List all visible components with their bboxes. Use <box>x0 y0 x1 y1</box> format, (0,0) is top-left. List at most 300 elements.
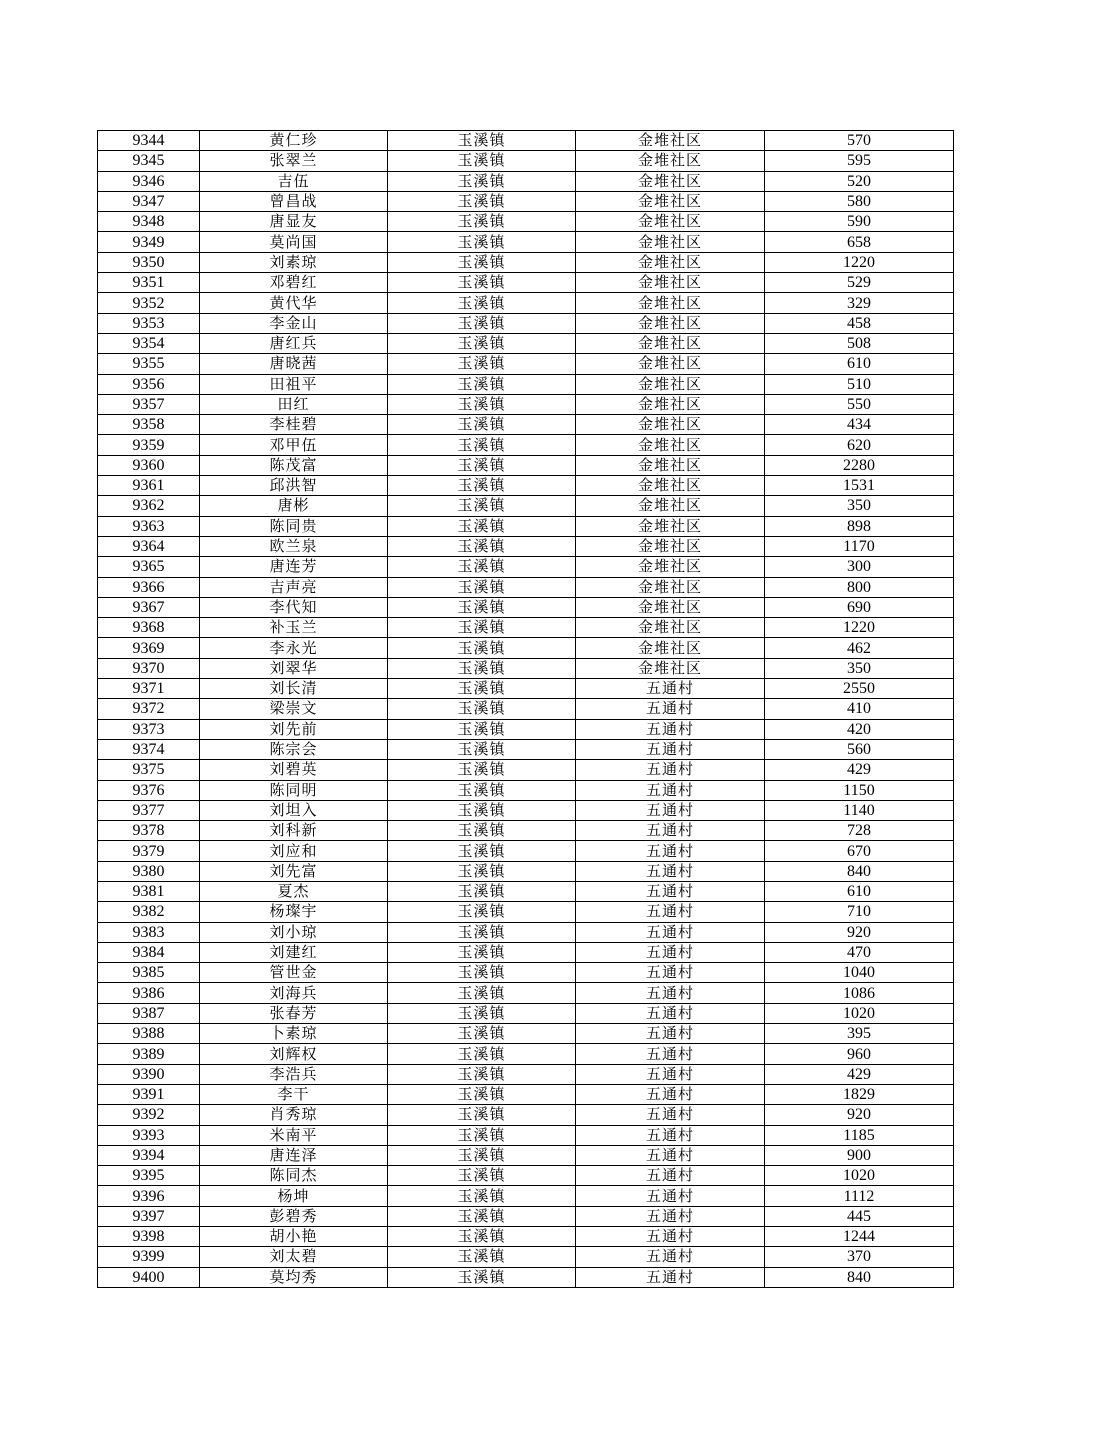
name-cell: 刘碧英 <box>200 760 388 780</box>
serial-number-cell: 9369 <box>98 638 200 658</box>
table-row <box>98 333 954 353</box>
village-cell: 金堆社区 <box>576 252 765 272</box>
amount-cell: 429 <box>765 760 954 780</box>
amount-cell: 1185 <box>765 1125 954 1145</box>
town-cell: 玉溪镇 <box>388 597 576 617</box>
village-cell: 金堆社区 <box>576 638 765 658</box>
serial-number-cell: 9361 <box>98 476 200 496</box>
name-cell: 卜素琼 <box>200 1024 388 1044</box>
amount-cell: 1140 <box>765 800 954 820</box>
amount-cell: 410 <box>765 699 954 719</box>
village-cell: 五通村 <box>576 1064 765 1084</box>
amount-cell: 710 <box>765 902 954 922</box>
table-row <box>98 942 954 962</box>
table-row <box>98 679 954 699</box>
serial-number-cell: 9348 <box>98 212 200 232</box>
town-cell: 玉溪镇 <box>388 1125 576 1145</box>
name-cell: 陈茂富 <box>200 455 388 475</box>
town-cell: 玉溪镇 <box>388 1227 576 1247</box>
village-cell: 金堆社区 <box>576 212 765 232</box>
town-cell: 玉溪镇 <box>388 333 576 353</box>
serial-number-cell: 9356 <box>98 374 200 394</box>
table-body <box>98 131 954 1288</box>
serial-number-cell: 9372 <box>98 699 200 719</box>
serial-number-cell: 9357 <box>98 394 200 414</box>
name-cell: 刘长清 <box>200 679 388 699</box>
town-cell: 玉溪镇 <box>388 739 576 759</box>
amount-cell: 595 <box>765 151 954 171</box>
amount-cell: 1150 <box>765 780 954 800</box>
amount-cell: 670 <box>765 841 954 861</box>
amount-cell: 1829 <box>765 1084 954 1104</box>
town-cell: 玉溪镇 <box>388 354 576 374</box>
amount-cell: 728 <box>765 821 954 841</box>
name-cell: 刘科新 <box>200 821 388 841</box>
amount-cell: 462 <box>765 638 954 658</box>
town-cell: 玉溪镇 <box>388 1024 576 1044</box>
table-row <box>98 1084 954 1104</box>
table-row <box>98 374 954 394</box>
table-row <box>98 1125 954 1145</box>
data-table <box>97 130 954 1288</box>
village-cell: 五通村 <box>576 800 765 820</box>
amount-cell: 1020 <box>765 1166 954 1186</box>
village-cell: 金堆社区 <box>576 151 765 171</box>
serial-number-cell: 9368 <box>98 618 200 638</box>
table-row <box>98 435 954 455</box>
table-row <box>98 1227 954 1247</box>
serial-number-cell: 9365 <box>98 557 200 577</box>
amount-cell: 429 <box>765 1064 954 1084</box>
town-cell: 玉溪镇 <box>388 821 576 841</box>
amount-cell: 840 <box>765 1267 954 1287</box>
amount-cell: 445 <box>765 1206 954 1226</box>
amount-cell: 1170 <box>765 536 954 556</box>
serial-number-cell: 9387 <box>98 1003 200 1023</box>
serial-number-cell: 9397 <box>98 1206 200 1226</box>
name-cell: 刘翠华 <box>200 658 388 678</box>
village-cell: 金堆社区 <box>576 313 765 333</box>
serial-number-cell: 9396 <box>98 1186 200 1206</box>
table-row <box>98 618 954 638</box>
table-row <box>98 455 954 475</box>
amount-cell: 690 <box>765 597 954 617</box>
serial-number-cell: 9377 <box>98 800 200 820</box>
town-cell: 玉溪镇 <box>388 557 576 577</box>
village-cell: 金堆社区 <box>576 333 765 353</box>
town-cell: 玉溪镇 <box>388 1044 576 1064</box>
table-row <box>98 1003 954 1023</box>
serial-number-cell: 9384 <box>98 942 200 962</box>
amount-cell: 508 <box>765 333 954 353</box>
name-cell: 张翠兰 <box>200 151 388 171</box>
table-row <box>98 313 954 333</box>
village-cell: 五通村 <box>576 1003 765 1023</box>
amount-cell: 1531 <box>765 476 954 496</box>
town-cell: 玉溪镇 <box>388 1247 576 1267</box>
table-row <box>98 415 954 435</box>
amount-cell: 1220 <box>765 618 954 638</box>
table-row <box>98 861 954 881</box>
amount-cell: 800 <box>765 577 954 597</box>
name-cell: 黄代华 <box>200 293 388 313</box>
village-cell: 金堆社区 <box>576 435 765 455</box>
town-cell: 玉溪镇 <box>388 1105 576 1125</box>
town-cell: 玉溪镇 <box>388 699 576 719</box>
village-cell: 五通村 <box>576 1267 765 1287</box>
name-cell: 唐连泽 <box>200 1145 388 1165</box>
serial-number-cell: 9345 <box>98 151 200 171</box>
serial-number-cell: 9373 <box>98 719 200 739</box>
village-cell: 金堆社区 <box>576 557 765 577</box>
serial-number-cell: 9388 <box>98 1024 200 1044</box>
village-cell: 金堆社区 <box>576 293 765 313</box>
village-cell: 五通村 <box>576 922 765 942</box>
table-row <box>98 922 954 942</box>
village-cell: 五通村 <box>576 1206 765 1226</box>
town-cell: 玉溪镇 <box>388 1206 576 1226</box>
amount-cell: 610 <box>765 881 954 901</box>
table-row <box>98 232 954 252</box>
town-cell: 玉溪镇 <box>388 638 576 658</box>
town-cell: 玉溪镇 <box>388 841 576 861</box>
table-row <box>98 760 954 780</box>
serial-number-cell: 9399 <box>98 1247 200 1267</box>
serial-number-cell: 9395 <box>98 1166 200 1186</box>
table-row <box>98 719 954 739</box>
name-cell: 管世金 <box>200 963 388 983</box>
village-cell: 五通村 <box>576 902 765 922</box>
amount-cell: 529 <box>765 273 954 293</box>
amount-cell: 570 <box>765 131 954 151</box>
town-cell: 玉溪镇 <box>388 394 576 414</box>
table-row <box>98 557 954 577</box>
amount-cell: 329 <box>765 293 954 313</box>
table-row <box>98 739 954 759</box>
serial-number-cell: 9346 <box>98 171 200 191</box>
village-cell: 金堆社区 <box>576 455 765 475</box>
serial-number-cell: 9349 <box>98 232 200 252</box>
table-row <box>98 394 954 414</box>
town-cell: 玉溪镇 <box>388 455 576 475</box>
name-cell: 莫尚国 <box>200 232 388 252</box>
table-row <box>98 577 954 597</box>
village-cell: 五通村 <box>576 1145 765 1165</box>
town-cell: 玉溪镇 <box>388 415 576 435</box>
name-cell: 李代知 <box>200 597 388 617</box>
name-cell: 邱洪智 <box>200 476 388 496</box>
name-cell: 补玉兰 <box>200 618 388 638</box>
name-cell: 欧兰泉 <box>200 536 388 556</box>
table-row <box>98 1267 954 1287</box>
village-cell: 五通村 <box>576 1044 765 1064</box>
town-cell: 玉溪镇 <box>388 252 576 272</box>
town-cell: 玉溪镇 <box>388 273 576 293</box>
village-cell: 五通村 <box>576 942 765 962</box>
village-cell: 五通村 <box>576 780 765 800</box>
name-cell: 唐连芳 <box>200 557 388 577</box>
amount-cell: 520 <box>765 171 954 191</box>
town-cell: 玉溪镇 <box>388 780 576 800</box>
village-cell: 五通村 <box>576 861 765 881</box>
village-cell: 金堆社区 <box>576 354 765 374</box>
name-cell: 吉声亮 <box>200 577 388 597</box>
table-row <box>98 252 954 272</box>
name-cell: 杨坤 <box>200 1186 388 1206</box>
village-cell: 金堆社区 <box>576 496 765 516</box>
town-cell: 玉溪镇 <box>388 212 576 232</box>
amount-cell: 2280 <box>765 455 954 475</box>
town-cell: 玉溪镇 <box>388 1145 576 1165</box>
village-cell: 五通村 <box>576 699 765 719</box>
town-cell: 玉溪镇 <box>388 881 576 901</box>
town-cell: 玉溪镇 <box>388 902 576 922</box>
town-cell: 玉溪镇 <box>388 516 576 536</box>
name-cell: 邓碧红 <box>200 273 388 293</box>
amount-cell: 920 <box>765 922 954 942</box>
serial-number-cell: 9380 <box>98 861 200 881</box>
serial-number-cell: 9400 <box>98 1267 200 1287</box>
town-cell: 玉溪镇 <box>388 1166 576 1186</box>
serial-number-cell: 9375 <box>98 760 200 780</box>
serial-number-cell: 9355 <box>98 354 200 374</box>
amount-cell: 458 <box>765 313 954 333</box>
town-cell: 玉溪镇 <box>388 232 576 252</box>
table-row <box>98 841 954 861</box>
town-cell: 玉溪镇 <box>388 618 576 638</box>
amount-cell: 1220 <box>765 252 954 272</box>
town-cell: 玉溪镇 <box>388 1064 576 1084</box>
town-cell: 玉溪镇 <box>388 658 576 678</box>
village-cell: 金堆社区 <box>576 618 765 638</box>
village-cell: 金堆社区 <box>576 658 765 678</box>
town-cell: 玉溪镇 <box>388 963 576 983</box>
village-cell: 金堆社区 <box>576 232 765 252</box>
amount-cell: 840 <box>765 861 954 881</box>
town-cell: 玉溪镇 <box>388 476 576 496</box>
table-row <box>98 638 954 658</box>
town-cell: 玉溪镇 <box>388 313 576 333</box>
village-cell: 五通村 <box>576 963 765 983</box>
village-cell: 金堆社区 <box>576 577 765 597</box>
serial-number-cell: 9389 <box>98 1044 200 1064</box>
table-row <box>98 1206 954 1226</box>
village-cell: 五通村 <box>576 760 765 780</box>
town-cell: 玉溪镇 <box>388 922 576 942</box>
village-cell: 五通村 <box>576 821 765 841</box>
village-cell: 金堆社区 <box>576 516 765 536</box>
town-cell: 玉溪镇 <box>388 719 576 739</box>
serial-number-cell: 9362 <box>98 496 200 516</box>
name-cell: 陈同明 <box>200 780 388 800</box>
name-cell: 刘海兵 <box>200 983 388 1003</box>
name-cell: 黄仁珍 <box>200 131 388 151</box>
name-cell: 刘坦入 <box>200 800 388 820</box>
village-cell: 五通村 <box>576 1125 765 1145</box>
town-cell: 玉溪镇 <box>388 151 576 171</box>
serial-number-cell: 9394 <box>98 1145 200 1165</box>
village-cell: 五通村 <box>576 983 765 1003</box>
table-row <box>98 476 954 496</box>
town-cell: 玉溪镇 <box>388 131 576 151</box>
town-cell: 玉溪镇 <box>388 679 576 699</box>
name-cell: 张春芳 <box>200 1003 388 1023</box>
village-cell: 五通村 <box>576 739 765 759</box>
town-cell: 玉溪镇 <box>388 536 576 556</box>
table-row <box>98 963 954 983</box>
table-row <box>98 1024 954 1044</box>
amount-cell: 900 <box>765 1145 954 1165</box>
amount-cell: 350 <box>765 496 954 516</box>
name-cell: 吉伍 <box>200 171 388 191</box>
town-cell: 玉溪镇 <box>388 496 576 516</box>
town-cell: 玉溪镇 <box>388 1186 576 1206</box>
serial-number-cell: 9360 <box>98 455 200 475</box>
village-cell: 五通村 <box>576 1186 765 1206</box>
village-cell: 金堆社区 <box>576 536 765 556</box>
town-cell: 玉溪镇 <box>388 191 576 211</box>
name-cell: 唐红兵 <box>200 333 388 353</box>
serial-number-cell: 9367 <box>98 597 200 617</box>
amount-cell: 658 <box>765 232 954 252</box>
amount-cell: 420 <box>765 719 954 739</box>
serial-number-cell: 9392 <box>98 1105 200 1125</box>
village-cell: 五通村 <box>576 679 765 699</box>
table-row <box>98 1044 954 1064</box>
name-cell: 莫均秀 <box>200 1267 388 1287</box>
name-cell: 李金山 <box>200 313 388 333</box>
amount-cell: 550 <box>765 394 954 414</box>
village-cell: 五通村 <box>576 1084 765 1104</box>
village-cell: 金堆社区 <box>576 476 765 496</box>
name-cell: 曾昌战 <box>200 191 388 211</box>
name-cell: 田祖平 <box>200 374 388 394</box>
amount-cell: 1020 <box>765 1003 954 1023</box>
village-cell: 金堆社区 <box>576 191 765 211</box>
table-row <box>98 1247 954 1267</box>
serial-number-cell: 9359 <box>98 435 200 455</box>
name-cell: 刘应和 <box>200 841 388 861</box>
table-row <box>98 516 954 536</box>
village-cell: 金堆社区 <box>576 597 765 617</box>
serial-number-cell: 9370 <box>98 658 200 678</box>
amount-cell: 898 <box>765 516 954 536</box>
name-cell: 李桂碧 <box>200 415 388 435</box>
amount-cell: 2550 <box>765 679 954 699</box>
serial-number-cell: 9376 <box>98 780 200 800</box>
serial-number-cell: 9385 <box>98 963 200 983</box>
amount-cell: 370 <box>765 1247 954 1267</box>
serial-number-cell: 9344 <box>98 131 200 151</box>
serial-number-cell: 9366 <box>98 577 200 597</box>
town-cell: 玉溪镇 <box>388 983 576 1003</box>
serial-number-cell: 9371 <box>98 679 200 699</box>
village-cell: 五通村 <box>576 1166 765 1186</box>
town-cell: 玉溪镇 <box>388 861 576 881</box>
serial-number-cell: 9381 <box>98 881 200 901</box>
village-cell: 五通村 <box>576 719 765 739</box>
serial-number-cell: 9386 <box>98 983 200 1003</box>
amount-cell: 920 <box>765 1105 954 1125</box>
town-cell: 玉溪镇 <box>388 1003 576 1023</box>
serial-number-cell: 9391 <box>98 1084 200 1104</box>
name-cell: 刘先富 <box>200 861 388 881</box>
table-row <box>98 800 954 820</box>
village-cell: 金堆社区 <box>576 374 765 394</box>
name-cell: 刘先前 <box>200 719 388 739</box>
name-cell: 陈宗会 <box>200 739 388 759</box>
serial-number-cell: 9354 <box>98 333 200 353</box>
name-cell: 唐晓茜 <box>200 354 388 374</box>
table-row <box>98 536 954 556</box>
amount-cell: 470 <box>765 942 954 962</box>
village-cell: 五通村 <box>576 881 765 901</box>
serial-number-cell: 9390 <box>98 1064 200 1084</box>
village-cell: 金堆社区 <box>576 273 765 293</box>
town-cell: 玉溪镇 <box>388 1267 576 1287</box>
table-row <box>98 983 954 1003</box>
table-row <box>98 151 954 171</box>
amount-cell: 350 <box>765 658 954 678</box>
name-cell: 陈同杰 <box>200 1166 388 1186</box>
table-row <box>98 902 954 922</box>
town-cell: 玉溪镇 <box>388 800 576 820</box>
serial-number-cell: 9382 <box>98 902 200 922</box>
name-cell: 彭碧秀 <box>200 1206 388 1226</box>
table-row <box>98 699 954 719</box>
table-row <box>98 821 954 841</box>
town-cell: 玉溪镇 <box>388 1084 576 1104</box>
amount-cell: 620 <box>765 435 954 455</box>
table-row <box>98 1145 954 1165</box>
village-cell: 金堆社区 <box>576 415 765 435</box>
town-cell: 玉溪镇 <box>388 171 576 191</box>
village-cell: 金堆社区 <box>576 394 765 414</box>
name-cell: 刘建红 <box>200 942 388 962</box>
serial-number-cell: 9351 <box>98 273 200 293</box>
table-row <box>98 1105 954 1125</box>
amount-cell: 580 <box>765 191 954 211</box>
town-cell: 玉溪镇 <box>388 942 576 962</box>
name-cell: 刘辉权 <box>200 1044 388 1064</box>
town-cell: 玉溪镇 <box>388 374 576 394</box>
serial-number-cell: 9353 <box>98 313 200 333</box>
name-cell: 刘素琼 <box>200 252 388 272</box>
serial-number-cell: 9358 <box>98 415 200 435</box>
name-cell: 梁崇文 <box>200 699 388 719</box>
name-cell: 刘小琼 <box>200 922 388 942</box>
amount-cell: 434 <box>765 415 954 435</box>
town-cell: 玉溪镇 <box>388 293 576 313</box>
amount-cell: 1244 <box>765 1227 954 1247</box>
table-row <box>98 780 954 800</box>
village-cell: 五通村 <box>576 1247 765 1267</box>
table-row <box>98 496 954 516</box>
name-cell: 田红 <box>200 394 388 414</box>
amount-cell: 300 <box>765 557 954 577</box>
serial-number-cell: 9374 <box>98 739 200 759</box>
name-cell: 刘太碧 <box>200 1247 388 1267</box>
village-cell: 五通村 <box>576 1105 765 1125</box>
table-row <box>98 212 954 232</box>
name-cell: 李浩兵 <box>200 1064 388 1084</box>
name-cell: 唐显友 <box>200 212 388 232</box>
serial-number-cell: 9364 <box>98 536 200 556</box>
table-row <box>98 1186 954 1206</box>
amount-cell: 960 <box>765 1044 954 1064</box>
table-row <box>98 597 954 617</box>
name-cell: 唐彬 <box>200 496 388 516</box>
